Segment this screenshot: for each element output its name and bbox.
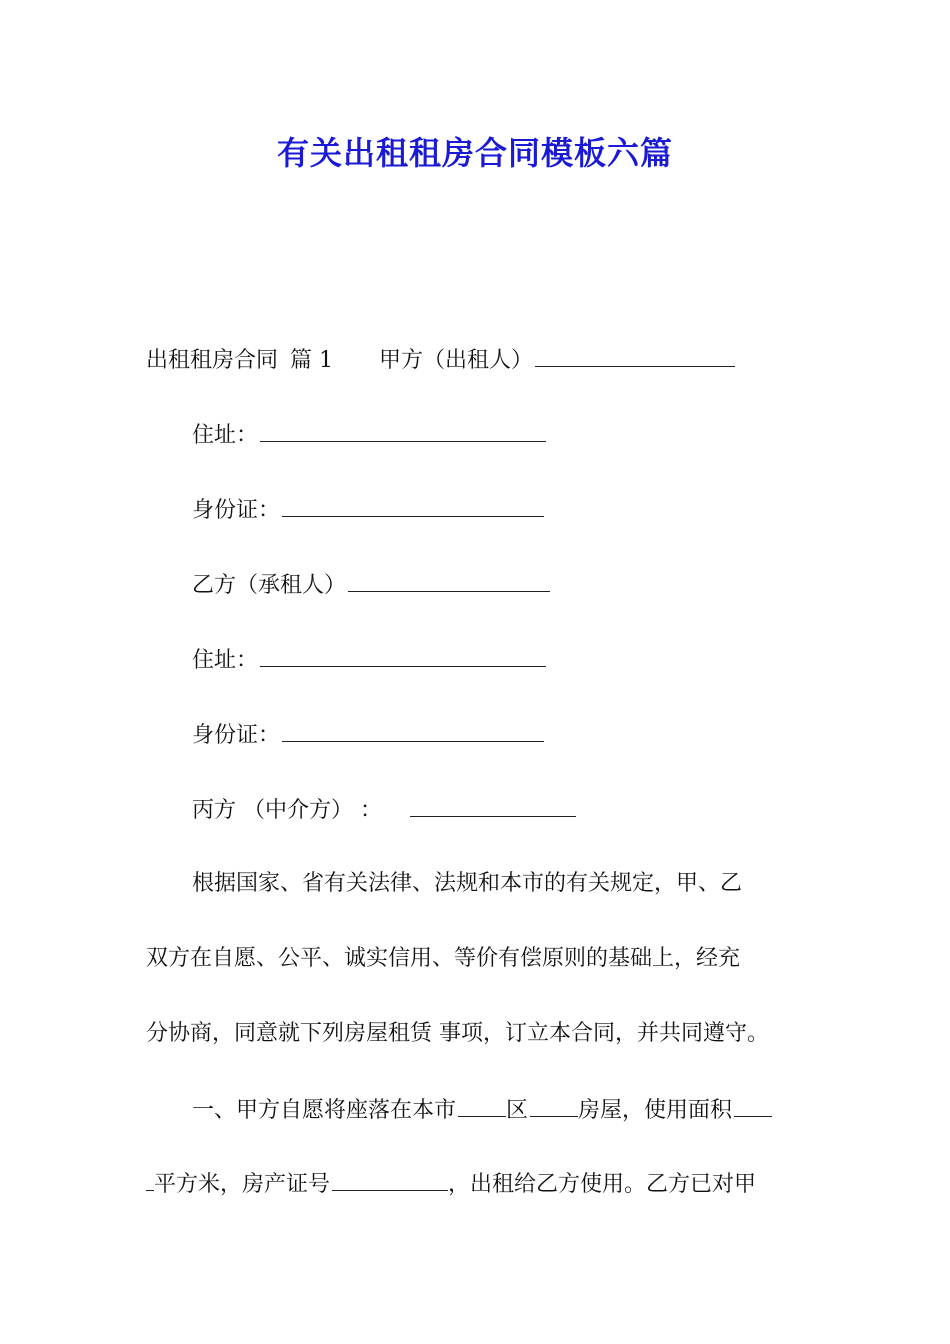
area-blank-continued[interactable]: [146, 1168, 154, 1191]
party-b-id-line: [192, 719, 544, 751]
area-blank[interactable]: [734, 1094, 772, 1117]
party-a-id-line: [192, 494, 544, 526]
intro-line-2: 双方在自愿、公平、诚实信用、等价有偿原则的基础上，经充: [146, 946, 741, 971]
clause-1-part-5: ，出租给乙方使用。乙方已对甲: [448, 1172, 757, 1197]
party-a-address-label: 住址：: [192, 423, 259, 448]
party-a-blank[interactable]: [535, 344, 735, 367]
clause-1-line-2: [146, 1168, 756, 1200]
party-a-label: 甲方（出租人）: [379, 348, 534, 373]
party-a-id-label: 身份证：: [192, 498, 281, 523]
party-c-line: [192, 794, 576, 826]
party-b-address-line: [192, 644, 546, 676]
party-a-address-line: [192, 419, 546, 451]
party-b-address-blank[interactable]: [260, 644, 546, 667]
house-blank[interactable]: [530, 1094, 578, 1117]
clause-1-part-2: 区: [506, 1098, 529, 1123]
party-b-id-blank[interactable]: [282, 719, 544, 742]
intro-line-1: 根据国家、省有关法律、法规和本市的有关规定，甲、乙: [192, 871, 743, 896]
party-b-label: 乙方（承租人）: [192, 573, 347, 598]
party-b-line: [192, 569, 550, 601]
clause-1-part-4: 平方米，房产证号: [154, 1172, 331, 1197]
section-title: 出租租房合同: [146, 348, 279, 373]
party-a-id-blank[interactable]: [282, 494, 544, 517]
document-title: 有关出租租房合同模板六篇: [276, 134, 673, 172]
party-c-blank[interactable]: [410, 794, 576, 817]
party-b-address-label: 住址：: [192, 648, 259, 673]
intro-line-3: 分协商，同意就下列房屋租赁 事项，订立本合同，并共同遵守。: [146, 1021, 769, 1046]
party-a-address-blank[interactable]: [260, 419, 546, 442]
contract-header-line: [146, 344, 735, 376]
party-b-blank[interactable]: [348, 569, 550, 592]
party-c-label: 丙方 （中介方） ：: [192, 798, 382, 823]
district-blank[interactable]: [458, 1094, 506, 1117]
party-b-id-label: 身份证：: [192, 723, 281, 748]
property-cert-blank[interactable]: [332, 1168, 448, 1191]
clause-1-part-1: 一、甲方自愿将座落在本市: [192, 1098, 457, 1123]
clause-1-part-3: 房屋，使用面积: [578, 1098, 733, 1123]
clause-1-line-1: [192, 1094, 772, 1126]
part-number: 篇 1: [290, 348, 334, 373]
